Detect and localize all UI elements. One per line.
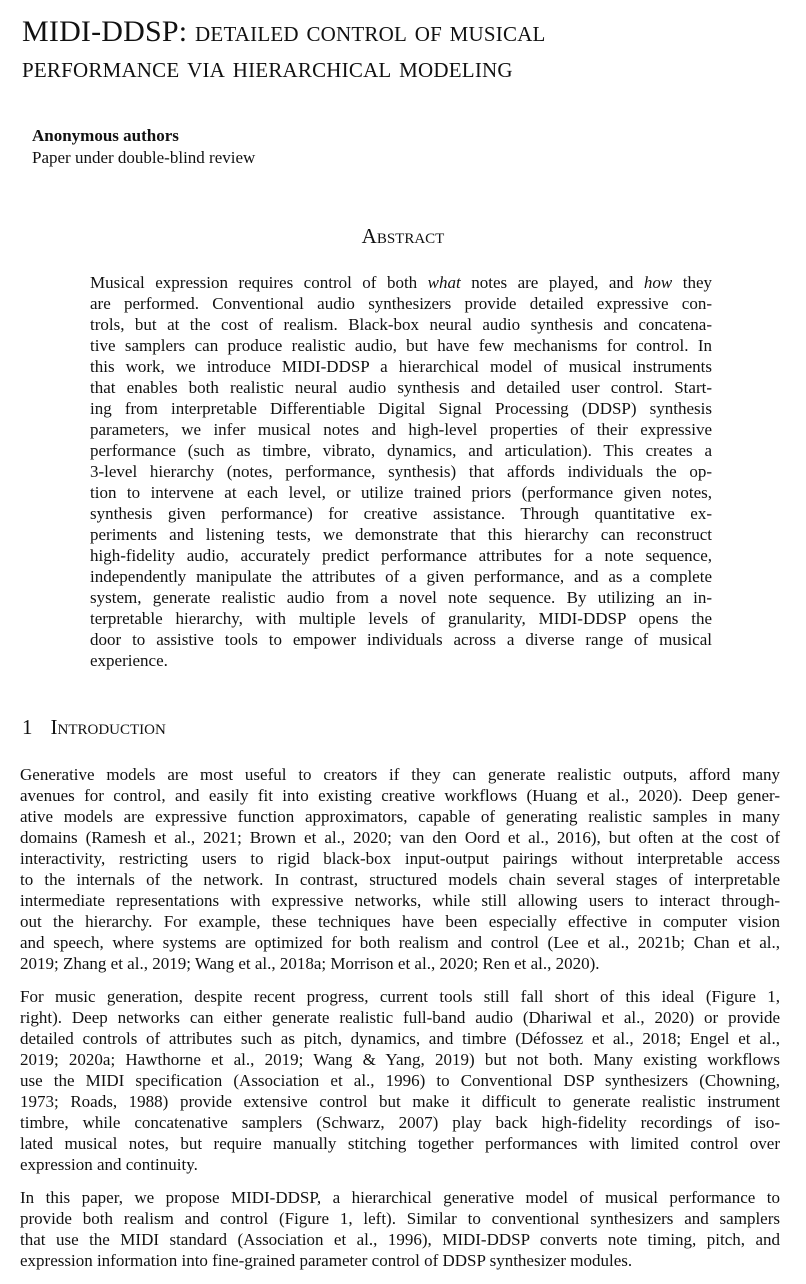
text-line: that enables both realistic neural audio synthesis and detailed user control. Start- <box>90 378 712 397</box>
text-line: 1973; Roads, 1988) provide extensive control but make it difficult to generate realistic instrument <box>20 1092 780 1111</box>
text-line: provide both realism and control (Figure 1, left). Similar to conventional synthesizers and samplers <box>20 1209 780 1228</box>
intro-paragraph-2 <box>20 986 780 1175</box>
intro-paragraph-3 <box>20 1187 780 1271</box>
text-line: terpretable hierarchy, with multiple levels of granularity, MIDI-DDSP opens the <box>90 609 712 628</box>
author-name: Anonymous authors <box>32 126 179 145</box>
text-line: high-fidelity audio, accurately predict performance attributes for a note sequence, <box>90 546 712 565</box>
text-line: synthesis given performance) for creative assistance. Through quantitative ex- <box>90 504 712 523</box>
text-line: domains (Ramesh et al., 2021; Brown et al., 2020; van den Oord et al., 2016), but often at the cost of <box>20 828 780 847</box>
text-line: system, generate realistic audio from a novel note sequence. By utilizing an in- <box>90 588 712 607</box>
text-line: 3-level hierarchy (notes, performance, synthesis) that affords individuals the op- <box>90 462 712 481</box>
text-line: out the hierarchy. For example, these techniques have been especially effective in computer vision <box>20 912 780 931</box>
text-line: timbre, while concatenative samplers (Schwarz, 2007) play back high-fidelity recordings of iso- <box>20 1113 780 1132</box>
text-line: door to assistive tools to empower individuals across a diverse range of musical <box>90 630 712 649</box>
section-heading-introduction <box>22 713 166 741</box>
text-line: ing from interpretable Differentiable Digital Signal Processing (DDSP) synthesis <box>90 399 712 418</box>
text-line: trols, but at the cost of realism. Black-box neural audio synthesis and concatena- <box>90 315 712 334</box>
text-line: detailed controls of attributes such as pitch, dynamics, and timbre (Défossez et al., 2018; Engel et al., <box>20 1029 780 1048</box>
text-line: expression information into fine-grained parameter control of DDSP synthesizer modules. <box>20 1251 633 1270</box>
text-line: expression and continuity. <box>20 1155 198 1174</box>
text-line: tion to intervene at each level, or utilize trained priors (performance given notes, <box>90 483 712 502</box>
text-line: avenues for control, and easily fit into existing creative workflows (Huang et al., 2020). Deep gener- <box>20 786 780 805</box>
text-line: In this paper, we propose MIDI-DDSP, a hierarchical generative model of musical performance to <box>20 1188 780 1207</box>
paper-title <box>22 14 546 86</box>
text-line: tive samplers can produce realistic audio, but have few mechanisms for control. In <box>90 336 712 355</box>
text-line: and speech, where systems are optimized for both realism and control (Lee et al., 2021b; Chan et al., <box>20 933 780 952</box>
text-line: interactivity, restricting users to rigid black-box input-output pairings without interpretable access <box>20 849 780 868</box>
abstract-body <box>90 272 712 671</box>
title-line: performance via hierarchical modeling <box>22 51 513 84</box>
section-number: 1 <box>22 715 33 739</box>
text-line: ative models are expressive function approximators, capable of generating realistic samples in many <box>20 807 780 826</box>
text-line: 2019; Zhang et al., 2019; Wang et al., 2018a; Morrison et al., 2020; Ren et al., 2020). <box>20 954 600 973</box>
abstract-heading: Abstract <box>361 224 445 248</box>
text-line: Musical expression requires control of both what notes are played, and how they <box>90 273 713 292</box>
text-line: Generative models are most useful to creators if they can generate realistic outputs, afford many <box>20 765 780 784</box>
text-line: are performed. Conventional audio synthesizers provide detailed expressive con- <box>90 294 712 313</box>
text-line: to the internals of the network. In contrast, structured models chain several stages of interpretable <box>20 870 780 889</box>
author-affiliation: Paper under double-blind review <box>32 148 256 167</box>
text-line: this work, we introduce MIDI-DDSP a hierarchical model of musical instruments <box>90 357 712 376</box>
text-line: use the MIDI specification (Association et al., 1996) to Conventional DSP synthesizers (Chowning, <box>20 1071 780 1090</box>
text-line: periments and listening tests, we demonstrate that this hierarchy can reconstruct <box>90 525 712 544</box>
text-line: lated musical notes, but require manually stitching together performances with limited control over <box>20 1134 780 1153</box>
text-line: performance (such as timbre, vibrato, dynamics, and articulation). This creates a <box>90 441 712 460</box>
text-line: 2019; 2020a; Hawthorne et al., 2019; Wang & Yang, 2019) but not both. Many existing workflows <box>20 1050 780 1069</box>
section-title: Introduction <box>50 715 166 739</box>
intro-paragraph-1 <box>20 764 780 974</box>
text-line: experience. <box>90 651 168 670</box>
text-line: independently manipulate the attributes of a given performance, and as a complete <box>90 567 712 586</box>
title-line: MIDI-DDSP: detailed control of musical <box>22 15 546 48</box>
text-line: For music generation, despite recent progress, current tools still fall short of this ideal (Figure 1, <box>20 987 780 1006</box>
text-line: parameters, we infer musical notes and high-level properties of their expressive <box>90 420 712 439</box>
text-line: that use the MIDI standard (Association et al., 1996), MIDI-DDSP converts note timing, pitch, and <box>20 1230 780 1249</box>
text-line: right). Deep networks can either generate realistic full-band audio (Dhariwal et al., 2020) or provide <box>20 1008 780 1027</box>
text-line: intermediate representations with expressive networks, while still allowing users to interact through- <box>20 891 780 910</box>
